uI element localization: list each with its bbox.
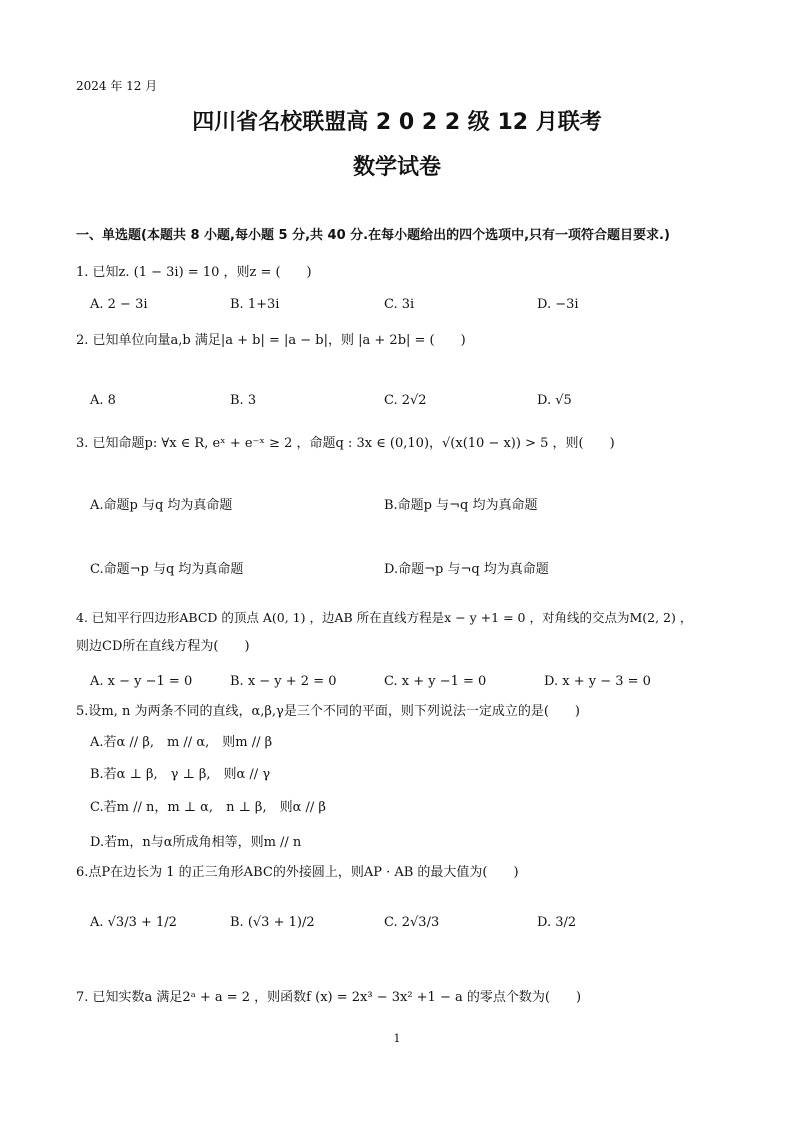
question-3-option-d: D.命题¬p 与¬q 均为真命题 (384, 562, 549, 577)
question-2-option-a: A. 8 (90, 393, 116, 408)
question-6-option-c: C. 2√3/3 (384, 915, 440, 930)
question-7-stem: 7. 已知实数a 满足2ᵃ + a = 2 ，则函数f (x) = 2x³ − 3x² +1 − a 的零点个数为( ) (76, 990, 582, 1005)
question-4-option-b: B. x − y + 2 = 0 (230, 674, 337, 689)
question-6-stem: 6.点P在边长为 1 的正三角形ABC的外接圆上，则AP · AB 的最大值为( ) (76, 865, 519, 880)
question-4-stem: 4. 已知平行四边形ABCD 的顶点 A(0, 1) ，边AB 所在直线方程是x − y +1 = 0 ，对角线的交点为M(2, 2) ， (76, 610, 693, 625)
question-6-option-d: D. 3/2 (537, 915, 577, 930)
exam-title: 四川省名校联盟高 2 0 2 2 级 12 月联考 (192, 110, 602, 135)
page-number: 1 (393, 1032, 401, 1045)
question-4-option-d: D. x + y − 3 = 0 (544, 674, 651, 689)
question-4-option-a: A. x − y −1 = 0 (90, 674, 193, 689)
question-5-option-b: B.若α ⊥ β, γ ⊥ β, 则α // γ (90, 767, 271, 782)
question-1-option-a: A. 2 − 3i (90, 297, 148, 312)
exam-subtitle: 数学试卷 (352, 155, 441, 180)
question-3-stem: 3. 已知命题p: ∀x ∈ R, eˣ + e⁻ˣ ≥ 2 ，命题q : 3x ∈ (0,10)，√(x(10 − x)) > 5 ，则( ) (76, 436, 615, 451)
question-4-option-c: C. x + y −1 = 0 (384, 674, 487, 689)
exam-date: 2024 年 12 月 (76, 79, 158, 93)
question-3-option-c: C.命题¬p 与q 均为真命题 (90, 562, 244, 577)
question-2-stem: 2. 已知单位向量a,b 满足|a + b| = |a − b|，则 |a + 2b| = ( ) (76, 333, 466, 348)
question-3-option-b: B.命题p 与¬q 均为真命题 (384, 498, 538, 513)
section-heading: 一、单选题(本题共 8 小题,每小题 5 分,共 40 分.在每小题给出的四个选项中,只有一项符合题目要求.) (76, 228, 670, 243)
question-1-option-b: B. 1+3i (230, 297, 280, 312)
question-2-option-c: C. 2√2 (384, 393, 427, 408)
question-1-option-c: C. 3i (384, 297, 415, 312)
question-4-stem-continued: 则边CD所在直线方程为( ) (76, 639, 250, 654)
question-5-option-d: D.若m，n与α所成角相等，则m // n (90, 835, 302, 850)
question-1-option-d: D. −3i (537, 297, 579, 312)
question-2-option-b: B. 3 (230, 393, 257, 408)
question-2-option-d: D. √5 (537, 393, 572, 408)
question-5-option-c: C.若m // n，m ⊥ α, n ⊥ β, 则α // β (90, 800, 326, 815)
question-6-option-a: A. √3/3 + 1/2 (90, 915, 177, 930)
question-5-option-a: A.若α // β, m // α, 则m // β (90, 735, 273, 750)
question-1-stem: 1. 已知z. (1 − 3i) = 10 ，则z = ( ) (76, 265, 312, 280)
question-6-option-b: B. (√3 + 1)/2 (230, 915, 315, 930)
question-3-option-a: A.命题p 与q 均为真命题 (90, 498, 233, 513)
question-5-stem: 5.设m, n 为两条不同的直线，α,β,γ是三个不同的平面，则下列说法一定成立的是( ) (76, 704, 580, 719)
